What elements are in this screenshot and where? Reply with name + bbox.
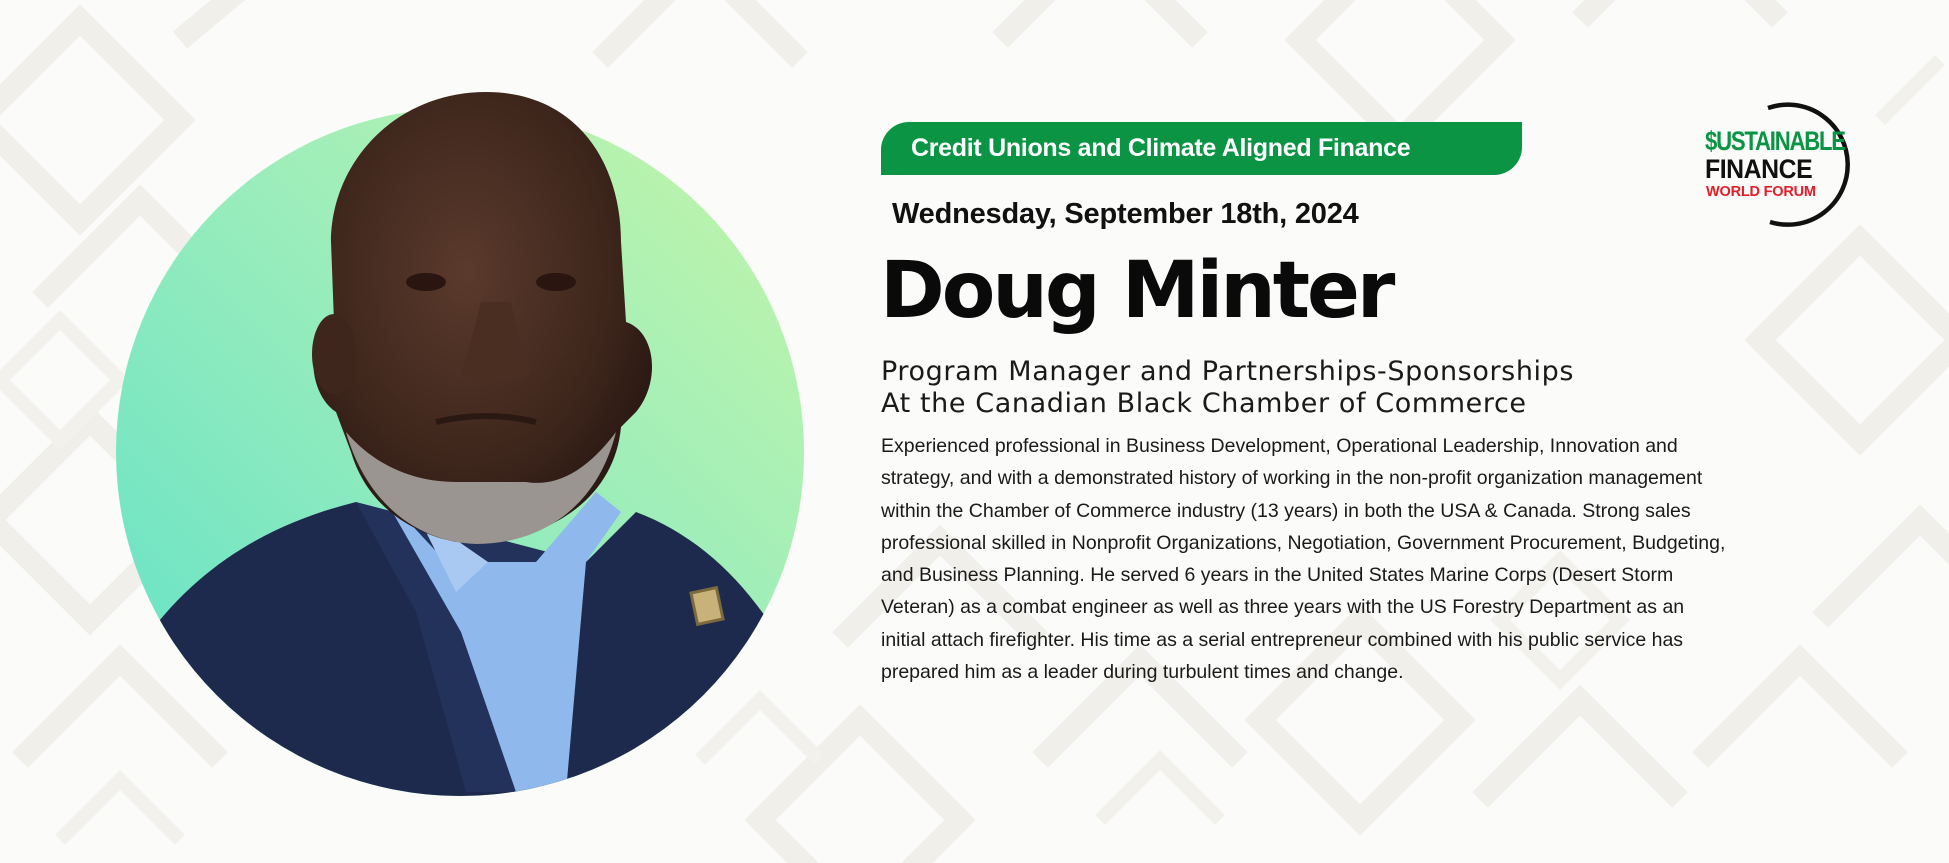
speaker-title-line: Program Manager and Partnerships-Sponsorships (881, 356, 1575, 387)
bio-line: prepared him as a leader during turbulent times and change. (881, 661, 1404, 684)
session-title: Credit Unions and Climate Aligned Finance (911, 134, 1411, 162)
logo-text-finance: FINANCE (1705, 154, 1813, 184)
speaker-title-line: At the Canadian Black Chamber of Commerce (881, 388, 1527, 419)
bio-line: strategy, and with a demonstrated history of working in the non-profit organization management (881, 467, 1703, 490)
event-date: Wednesday, September 18th, 2024 (892, 198, 1359, 230)
speaker-bio (881, 430, 1801, 688)
bio-line: professional skilled in Nonprofit Organizations, Negotiation, Government Procurement, Budgeting, (881, 531, 1726, 554)
speaker-photo (116, 92, 804, 796)
sustainable-finance-logo (1690, 100, 1880, 230)
bio-line: Experienced professional in Business Development, Operational Leadership, Innovation and (881, 435, 1678, 457)
session-banner (881, 122, 1522, 175)
bio-line: and Business Planning. He served 6 years in the United States Marine Corps (Desert Storm (881, 564, 1674, 587)
speaker-name: Doug Minter (880, 246, 1393, 336)
bio-line: initial attach firefighter. His time as a serial entrepreneur combined with his public service has (881, 628, 1684, 651)
bio-line: Veteran) as a combat engineer as well as three years with the US Forestry Department as an (881, 596, 1685, 619)
speaker-title (881, 356, 1574, 420)
logo-text-sustainable: $USTAINABLE (1705, 126, 1845, 156)
bio-line: within the Chamber of Commerce industry (13 years) in both the USA & Canada. Strong sales (881, 499, 1691, 522)
logo-text-world-forum: WORLD FORUM (1706, 184, 1816, 200)
